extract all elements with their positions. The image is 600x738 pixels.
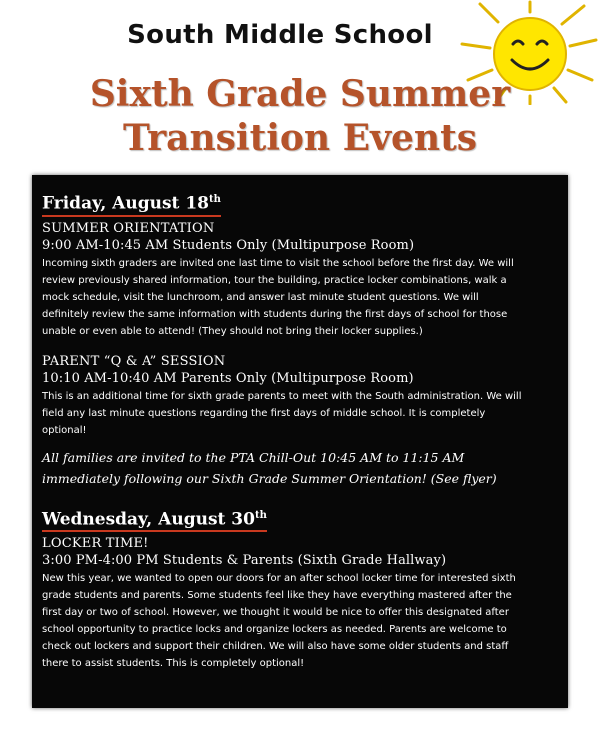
session-description-parent (42, 388, 562, 439)
session-time-parent: 10:10 AM-10:40 AM Parents Only (Multipurpose Room) (42, 370, 414, 386)
families-note-line-2: immediately following our Sixth Grade Summer Orientation! (See flyer) (42, 470, 497, 486)
description-line: Incoming sixth graders are invited one last time to visit the school before the first day. We will (42, 257, 514, 269)
description-line: school opportunity to practice locks and organize lockers as needed. Parents are welcome to (42, 624, 507, 636)
title-line-1: Sixth Grade Summer (89, 73, 511, 115)
session-name-orientation: SUMMER ORIENTATION (42, 220, 215, 236)
description-line: mock schedule, visit the lunchroom, and answer last minute student questions. We will (42, 291, 479, 303)
day-heading-wednesday: Wednesday, August 30th (42, 505, 267, 533)
day-heading-friday: Friday, August 18th (42, 189, 221, 217)
description-line: unable or even able to attend! (They should not bring their locker supplies.) (42, 325, 423, 337)
events-panel (32, 175, 568, 708)
session-description-locker (42, 570, 562, 672)
families-note-line-1: All families are invited to the PTA Chill-Out 10:45 AM to 11:15 AM (42, 449, 465, 465)
session-description-orientation (42, 255, 562, 340)
description-line: optional! (42, 424, 87, 436)
page-title (0, 72, 600, 160)
session-time-orientation: 9:00 AM-10:45 AM Students Only (Multipurpose Room) (42, 237, 415, 253)
description-line: definitely review the same information with students during the first days of school for those (42, 308, 508, 320)
description-line: first day or two of school. However, we thought it would be nice to offer this designated after (42, 607, 509, 619)
description-line: grade students and parents. Some students feel like they have everything mastered after the (42, 590, 512, 602)
description-line: field any last minute questions regarding the first days of middle school. It is completely (42, 407, 486, 419)
title-line-2: Transition Events (123, 117, 477, 159)
description-line: This is an additional time for sixth grade parents to meet with the South administration. We will (42, 390, 522, 402)
families-note (42, 447, 562, 489)
description-line: there to assist students. This is completely optional! (42, 658, 305, 670)
description-line: check out lockers and support their children. We will also have some older students and staff (42, 641, 509, 653)
session-time-locker: 3:00 PM-4:00 PM Students & Parents (Sixth Grade Hallway) (42, 553, 447, 569)
events-content (42, 189, 562, 672)
school-name: South Middle School (127, 20, 433, 50)
description-line: review previously shared information, tour the building, practice locker combinations, walk a (42, 274, 507, 286)
description-line: New this year, we wanted to open our doors for an after school locker time for interested sixth (42, 573, 516, 585)
session-name-locker: LOCKER TIME! (42, 536, 149, 552)
session-name-parent: PARENT “Q & A” SESSION (42, 353, 226, 369)
